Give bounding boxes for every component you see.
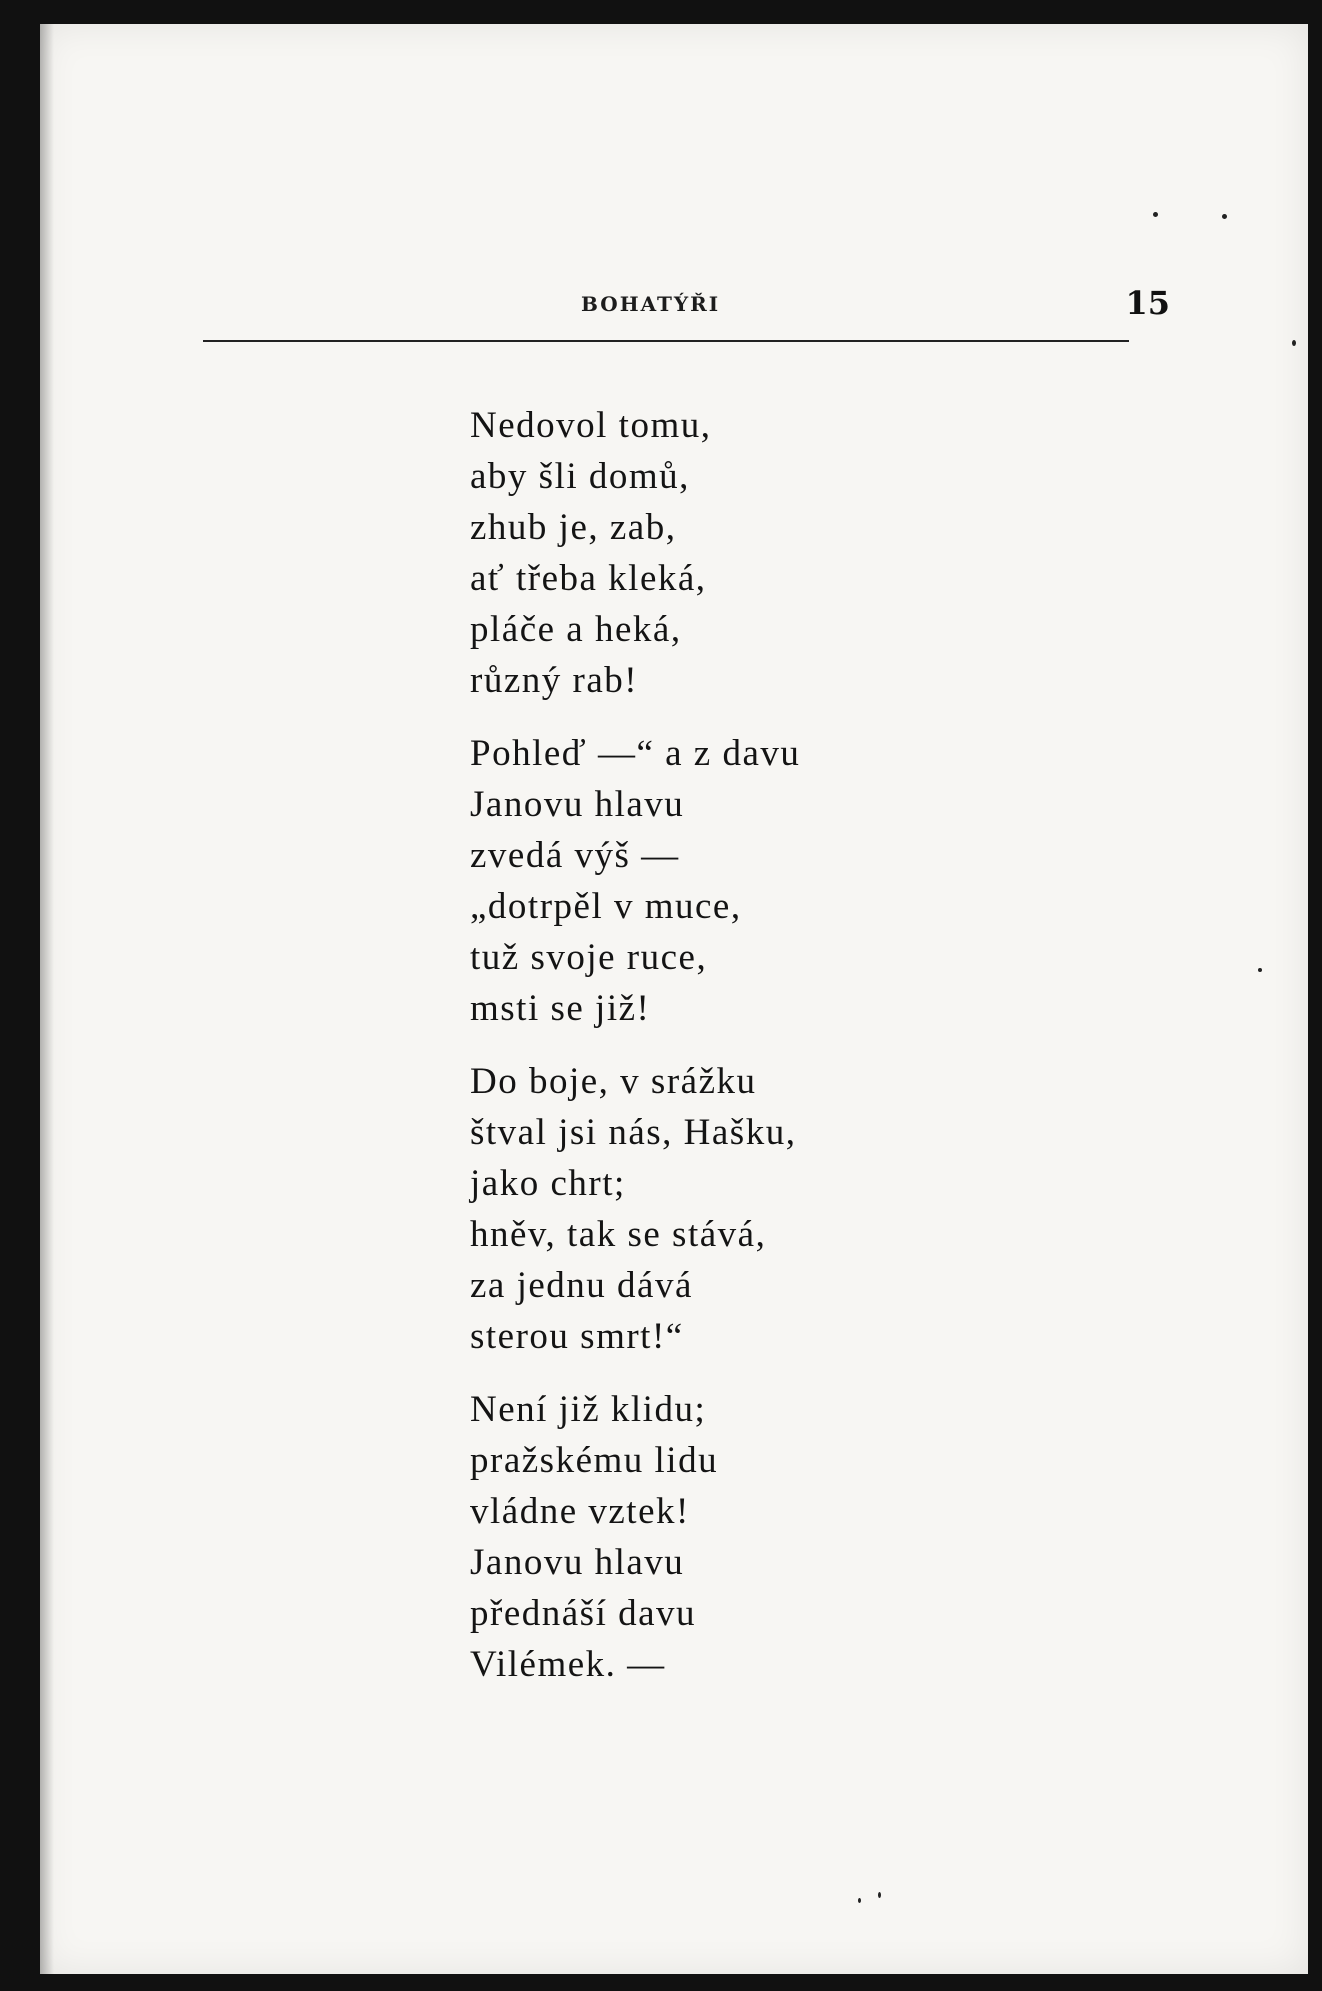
scan-speck	[858, 1898, 861, 1903]
poem-line: Do boje, v srážku	[470, 1061, 757, 1102]
poem-line: Nedovol tomu,	[470, 405, 712, 446]
stanza-2	[470, 728, 1070, 1034]
poem-line: Janovu hlavu	[470, 1542, 685, 1583]
poem-line: za jednu dává	[470, 1265, 693, 1306]
stanza-3	[470, 1056, 1070, 1362]
poem-line: aby šli domů,	[470, 456, 690, 497]
stanza-4	[470, 1384, 1070, 1690]
poem-line: vládne vztek!	[470, 1491, 690, 1532]
header-rule	[203, 340, 1129, 342]
stanza-1	[470, 400, 1070, 706]
poem-line: přednáší davu	[470, 1593, 697, 1634]
poem-line: zvedá výš —	[470, 835, 680, 876]
poem-line: pláče a heká,	[470, 609, 682, 650]
scan-speck	[1153, 212, 1158, 217]
running-head	[203, 274, 1170, 344]
poem	[470, 400, 1070, 1712]
poem-line: msti se již!	[470, 988, 651, 1029]
poem-line: Vilémek. —	[470, 1644, 666, 1685]
poem-line: pražskému lidu	[470, 1440, 719, 1481]
poem-line: ať třeba kleká,	[470, 558, 707, 599]
poem-line: „dotrpěl v muce,	[470, 886, 742, 927]
poem-line: zhub je, zab,	[470, 507, 677, 548]
poem-line: Není již klidu;	[470, 1389, 707, 1430]
scan-speck	[1292, 340, 1296, 346]
gutter-shadow	[40, 24, 54, 1974]
scan-speck	[878, 1892, 881, 1898]
scan-speck	[1258, 968, 1262, 972]
poem-line: různý rab!	[470, 660, 639, 701]
poem-line: sterou smrt!“	[470, 1316, 684, 1357]
poem-line: hněv, tak se stává,	[470, 1214, 767, 1255]
scan-speck	[1222, 214, 1227, 219]
running-title: BOHATÝŘI	[581, 292, 721, 316]
book-page	[40, 24, 1308, 1974]
page-number: 15	[1125, 284, 1170, 322]
poem-line: Pohleď —“ a z davu	[470, 733, 801, 774]
poem-line: tuž svoje ruce,	[470, 937, 708, 978]
poem-line: Janovu hlavu	[470, 784, 685, 825]
poem-line: jako chrt;	[470, 1163, 626, 1204]
poem-line: štval jsi nás, Hašku,	[470, 1112, 797, 1153]
